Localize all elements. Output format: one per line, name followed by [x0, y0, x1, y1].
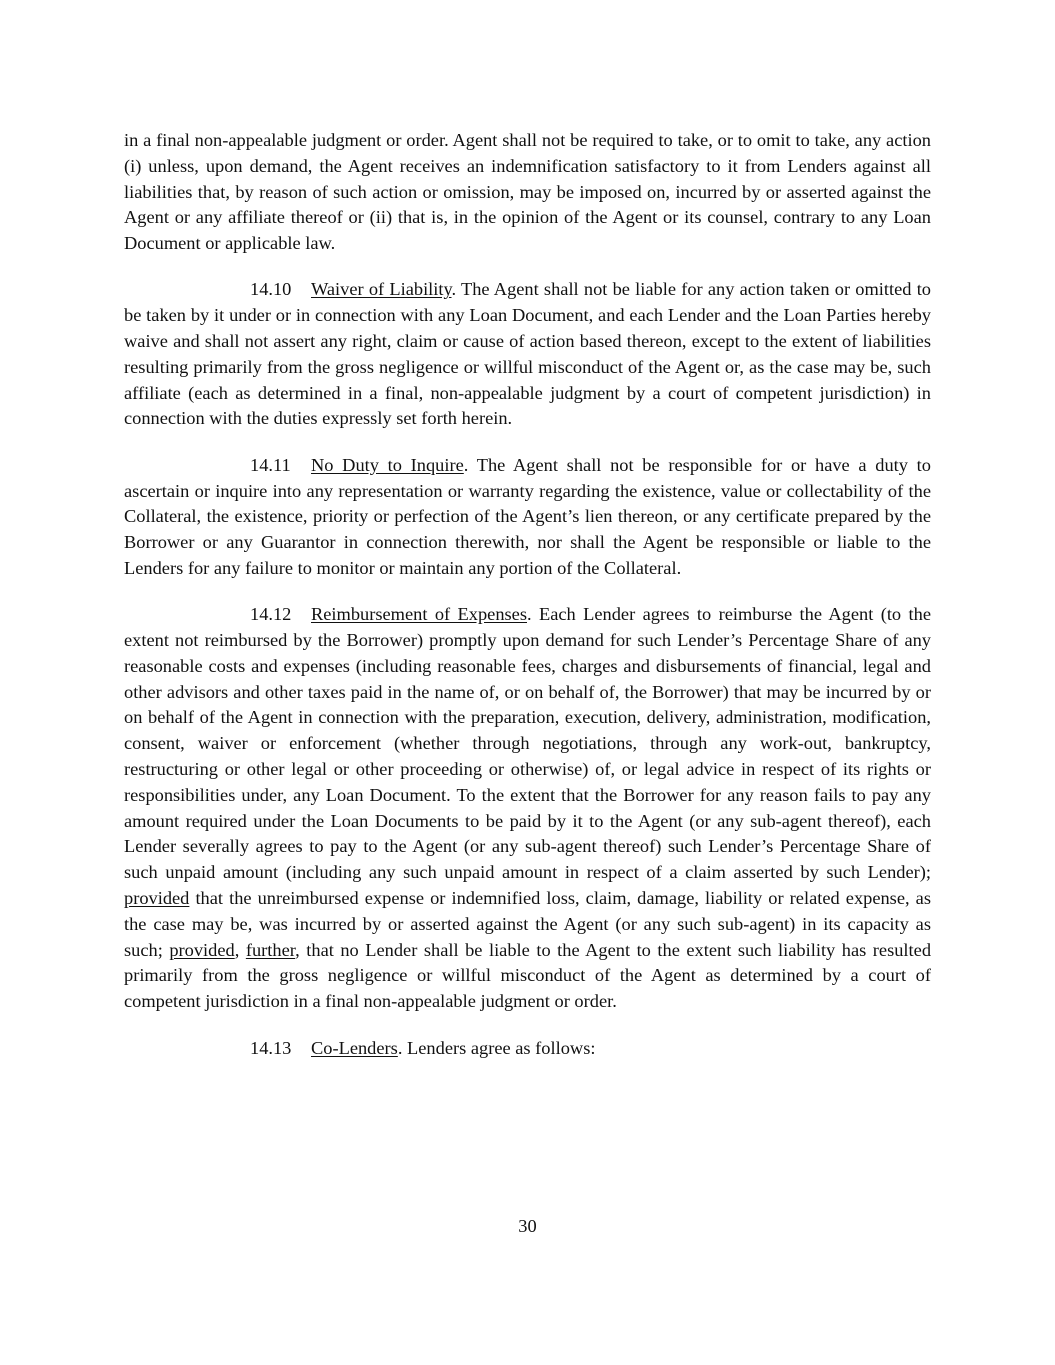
paragraph-intro-text: in a final non-appealable judgment or order. Agent shall not be required to take, or to omit to take, any action (i) unless, upon demand, the Agent receives an indemnification satisfactory to it from Lenders against all liabilities that, by reason of such action or omission, may be imposed on, incurred by or asserted against the Agent or any affiliate thereof or (ii) that is, in the opinion of the Agent or its counsel, contrary to any Loan Document or applicable law. — [124, 130, 931, 254]
heading-suffix: . — [527, 604, 539, 625]
provided-term: provided — [124, 888, 190, 909]
section-number: 14.13 — [250, 1037, 292, 1058]
section-text: that the unreimbursed expense or indemnified loss, claim, damage, liability or related expense, as the case may be, was incurred by or asserted against the Agent (or any such sub-agent) in its capacity as such; — [124, 888, 931, 960]
separator: , — [234, 939, 246, 960]
page-number: 30 — [518, 1216, 537, 1236]
section-text: The Agent shall not be responsible for or have a duty to ascertain or inquire into any representation or warranty regarding the existence, value or collectability of the Collateral, the existence, priority or perfection of the Agent’s lien thereon, or any certificate prepared by the Borrower or any Guarantor in connection therewith, nor shall the Agent be responsible or liable to the Lenders for any failure to monitor or maintain any portion of the Collateral. — [124, 454, 931, 578]
section-14-10 — [124, 277, 931, 432]
section-text: Lenders agree as follows: — [407, 1037, 596, 1058]
heading-suffix: . — [397, 1037, 408, 1058]
provided-term: provided — [169, 939, 235, 960]
section-heading: Co-Lenders — [311, 1037, 398, 1058]
heading-suffix: . — [463, 454, 477, 475]
section-heading: No Duty to Inquire — [311, 454, 464, 475]
section-14-12 — [124, 602, 931, 1015]
section-14-13 — [124, 1036, 931, 1062]
section-number: 14.10 — [250, 279, 292, 300]
section-text: The Agent shall not be liable for any action taken or omitted to be taken by it under or in connection with any Loan Document, and each Lender and the Loan Parties hereby waive and shall not assert any right, claim or cause of action based thereon, except to the extent of liabilities resulting primarily from the gross negligence or willful misconduct of the Agent or, as the case may be, such affiliate (each as determined in a final, non-appealable judgment by a court of competent jurisdiction) in connection with the duties expressly set forth herein. — [124, 279, 932, 429]
section-heading: Reimbursement of Expenses — [311, 604, 527, 625]
section-number: 14.11 — [250, 454, 291, 475]
section-14-11 — [124, 453, 931, 582]
section-text: , that no Lender shall be liable to the Agent to the extent such liability has resulted primarily from the gross negligence or willful misconduct of the Agent as determined by a court of competent jurisdiction in a final non-appealable judgment or order. — [124, 939, 932, 1012]
further-term: further — [245, 939, 296, 960]
section-text: Each Lender agrees to reimburse the Agent (to the extent not reimbursed by the Borrower) promptly upon demand for such Lender’s Percentage Share of any reasonable costs and expenses (including reasonable fees, charges and disbursements of financial, legal and other advisors and other taxes paid in the name of, or on behalf of, the Borrower) that may be incurred by or on behalf of the Agent in connection with the preparation, execution, delivery, administration, modification, consent, waiver or enforcement (whether through negotiations, through any work-out, bankruptcy, restructuring or other legal or other proceeding or otherwise) of, or legal advice in respect of its rights or responsibilities under, any Loan Document. To the extent that the Borrower for any reason fails to pay any amount required under the Loan Documents to be paid by it to the Agent (or any sub-agent thereof), each Lender severally agrees to pay to the Agent (or any sub-agent thereof) such Lender’s Percentage Share of such unpaid amount (including any such unpaid amount in respect of a claim asserted by such Lender); — [124, 604, 931, 883]
heading-suffix: . — [451, 279, 461, 300]
section-number: 14.12 — [250, 604, 292, 625]
paragraph-intro — [124, 128, 931, 257]
section-heading: Waiver of Liability — [311, 279, 452, 300]
document-page — [124, 128, 931, 1082]
